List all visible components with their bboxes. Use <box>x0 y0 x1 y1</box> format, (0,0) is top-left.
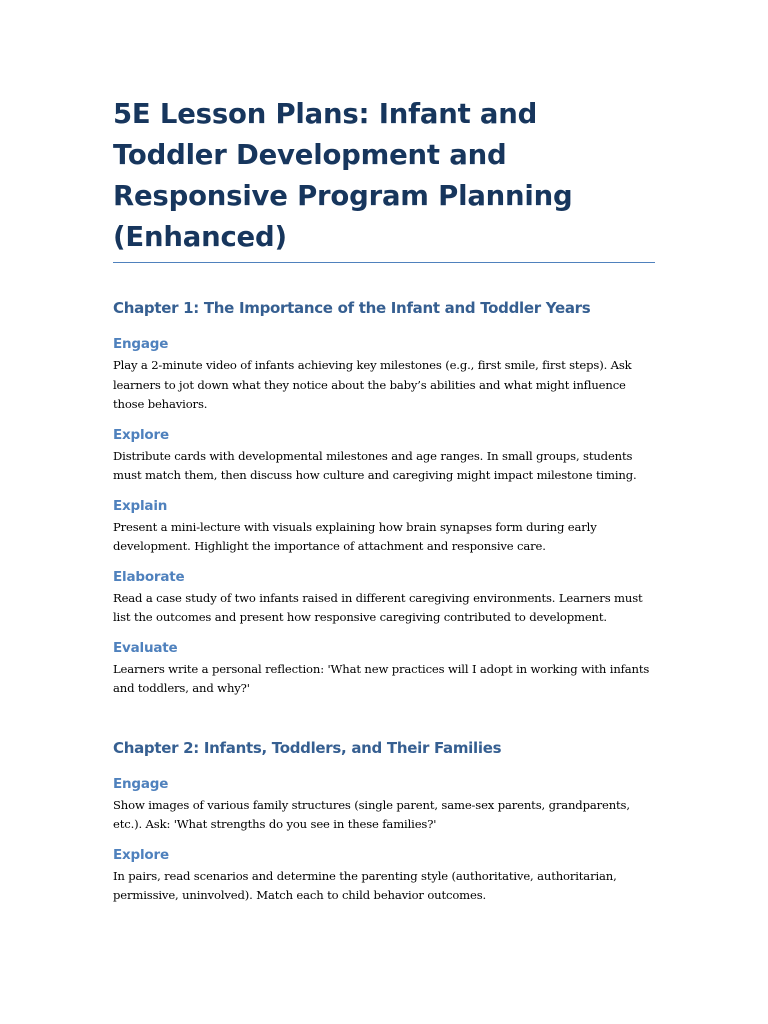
section-evaluate <box>113 639 655 699</box>
section-explore <box>113 846 655 906</box>
section-body: Read a case study of two infants raised in different caregiving environments. Learners must list the outcomes and present how responsive caregiving contributed to development. <box>113 590 643 624</box>
title-divider <box>113 262 655 263</box>
section-body: Distribute cards with developmental milestones and age ranges. In small groups, students must match them, then discuss how culture and caregiving might impact milestone timing. <box>113 448 637 482</box>
section-heading: Evaluate <box>113 639 178 656</box>
section-body: Show images of various family structures (single parent, same-sex parents, grandparents, etc.). Ask: 'What strengths do you see in these families?' <box>113 797 630 831</box>
section-engage <box>113 335 655 415</box>
chapter-1 <box>113 297 655 699</box>
chapter-2 <box>113 737 655 906</box>
section-heading: Elaborate <box>113 568 185 585</box>
section-heading: Explore <box>113 426 169 443</box>
section-heading: Explore <box>113 846 169 863</box>
section-body: Learners write a personal reflection: 'What new practices will I adopt in working with infants and toddlers, and why?' <box>113 661 650 695</box>
section-heading: Engage <box>113 336 169 352</box>
chapter-heading: Chapter 2: Infants, Toddlers, and Their Families <box>113 738 502 757</box>
chapter-heading: Chapter 1: The Importance of the Infant and Toddler Years <box>113 299 591 317</box>
section-heading: Engage <box>113 775 169 792</box>
document-title: 5E Lesson Plans: Infant and Toddler Development and Responsive Program Planning (Enhanced) <box>113 98 573 253</box>
document-page <box>113 94 655 906</box>
section-body: Present a mini-lecture with visuals explaining how brain synapses form during early development. Highlight the importance of attachment and responsive care. <box>113 519 597 553</box>
section-engage <box>113 775 655 835</box>
section-explore <box>113 426 655 486</box>
section-body: Play a 2-minute video of infants achieving key milestones (e.g., first smile, first steps). Ask learners to jot down what they notice about the baby’s abilities and what might influence those behaviors. <box>113 358 632 411</box>
section-heading: Explain <box>113 497 168 514</box>
section-body: In pairs, read scenarios and determine the parenting style (authoritative, authoritarian, permissive, uninvolved). Match each to child behavior outcomes. <box>113 868 617 902</box>
section-elaborate <box>113 568 655 628</box>
section-explain <box>113 497 655 557</box>
